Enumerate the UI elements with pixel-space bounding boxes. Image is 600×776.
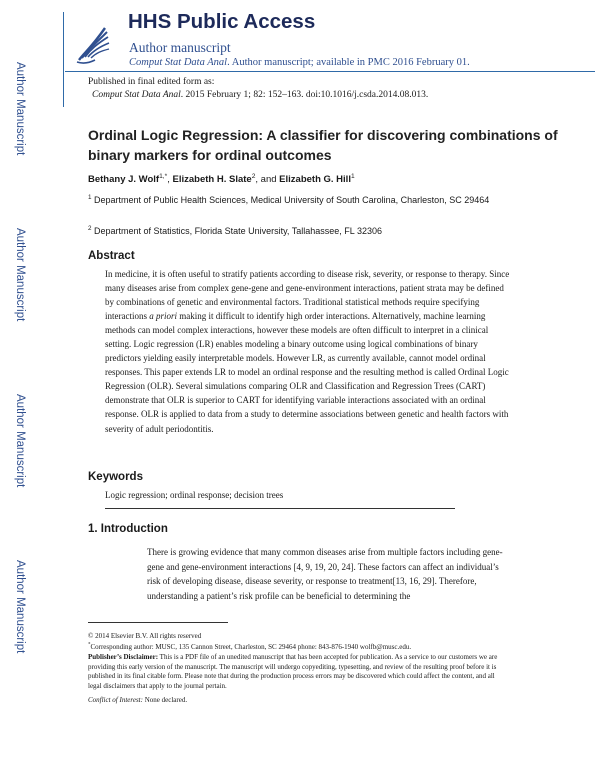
journal-availability-line [129, 57, 470, 68]
author-manuscript-subtitle: Author manuscript [129, 40, 231, 55]
author-name: Bethany J. Wolf [88, 174, 160, 185]
citation-journal: Comput Stat Data Anal [92, 90, 181, 100]
introduction-heading: 1. Introduction [88, 523, 168, 535]
sidebar-author-manuscript-label: Author Manuscript [14, 394, 26, 488]
author-name: Elizabeth H. Slate [172, 174, 252, 185]
author-affiliation-marker: 2 [251, 172, 256, 180]
author-name: Elizabeth G. Hill [279, 174, 351, 185]
conflict-of-interest: Conflict of Interest: None declared. [88, 696, 188, 704]
keywords-heading: Keywords [88, 471, 143, 483]
sidebar-author-manuscript-label: Author Manuscript [14, 228, 26, 322]
author-affiliation-marker: 1 [350, 172, 355, 180]
sidebar-author-manuscript-label: Author Manuscript [14, 62, 26, 156]
abstract-text: In medicine, it is often useful to stratify patients according to disease risk, severity, or response to therapy. Since many diseases arise from complex gene-gene and gene-environment interactions, patient strata may be defined by combinations of genetic and environmental factors. Traditional statistical methods require specifying interactions a priori making it difficult to identify high order interactions. Alternatively, machine learning methods can model complex interactions, however these models are often difficult to interpret in a clinical setting. Logic regression (LR) enables modeling a binary outcome using logical combinations of binary predictors yielding easily interpretable models. However LR, as currently available, cannot model ordinal responses. This paper extends LR to model an ordinal response and the resulting method is called Ordinal Logic Regression (OLR). Several simulations comparing OLR and Classification and Regression Trees (CART) demonstrate that OLR is superior to CART for identifying variable interactions associated with an ordinal response. OLR is applied to data from a study to determine associations between genetic and health factors with severity of adult periodontitis. [105, 269, 510, 434]
header-horizontal-rule [65, 71, 595, 72]
keywords-text: Logic regression; ordinal response; decision trees [105, 490, 284, 500]
citation-details: . 2015 February 1; 82: 152–163. doi:10.1016/j.csda.2014.08.013. [180, 90, 429, 100]
availability-text: . Author manuscript; available in PMC 2016 February 01. [227, 57, 470, 68]
header-vertical-rule [63, 12, 64, 107]
abstract-heading: Abstract [88, 250, 135, 262]
copyright-note: © 2014 Elsevier B.V. All rights reserved [88, 632, 202, 640]
author-affiliation-marker: 1,* [159, 172, 168, 180]
hhs-eagle-logo-icon [75, 22, 111, 66]
introduction-text: There is growing evidence that many common diseases arise from multiple factors including gene-gene and gene-environment interactions [4, 9, 19, 20, 24]. These factors can affect an individual’s risk of developing disease, disease severity, or response to treatment[13, 16, 29]. Therefore, understanding a patient’s risk profile can be beneficial to determining the [147, 547, 503, 601]
author-list: Bethany J. Wolf$^{1,*}$, Elizabeth H. Slate$^2$, and Elizabeth G. Hill$^1$ [88, 172, 355, 185]
affiliation-2: $^2$ Department of Statistics, Florida State University, Tallahassee, FL 32306 [88, 225, 383, 236]
keywords-divider [105, 508, 455, 509]
paper-title: Ordinal Logic Regression: A classifier for discovering combinations of binary markers for ordinal outcomes [88, 127, 558, 163]
corresponding-author-note: *Corresponding author: MUSC, 135 Cannon Street, Charleston, SC 29464 phone: 843-876-1940 wolfb@musc.edu. [88, 642, 412, 651]
citation-line [92, 90, 428, 100]
journal-name: Comput Stat Data Anal [129, 57, 228, 68]
footnote-divider [88, 622, 228, 623]
hhs-public-access-title: HHS Public Access [128, 10, 316, 33]
published-form-label: Published in final edited form as: [88, 77, 215, 87]
affiliation-1: $^1$ Department of Public Health Sciences, Medical University of South Carolina, Charleston, SC 29464 [88, 194, 490, 205]
publisher-disclaimer: Publisher’s Disclaimer: This is a PDF file of an unedited manuscript that has been accepted for publication. As a service to our customers we are providing this early version of the manuscript. The manuscript will undergo copyediting, typesetting, and review of the resulting proof before it is published in its final citable form. Please note that during the production process errors may be discovered which could affect the content, and all legal disclaimers that apply to the journal pertain. [88, 653, 498, 690]
sidebar-author-manuscript-label: Author Manuscript [14, 560, 26, 654]
